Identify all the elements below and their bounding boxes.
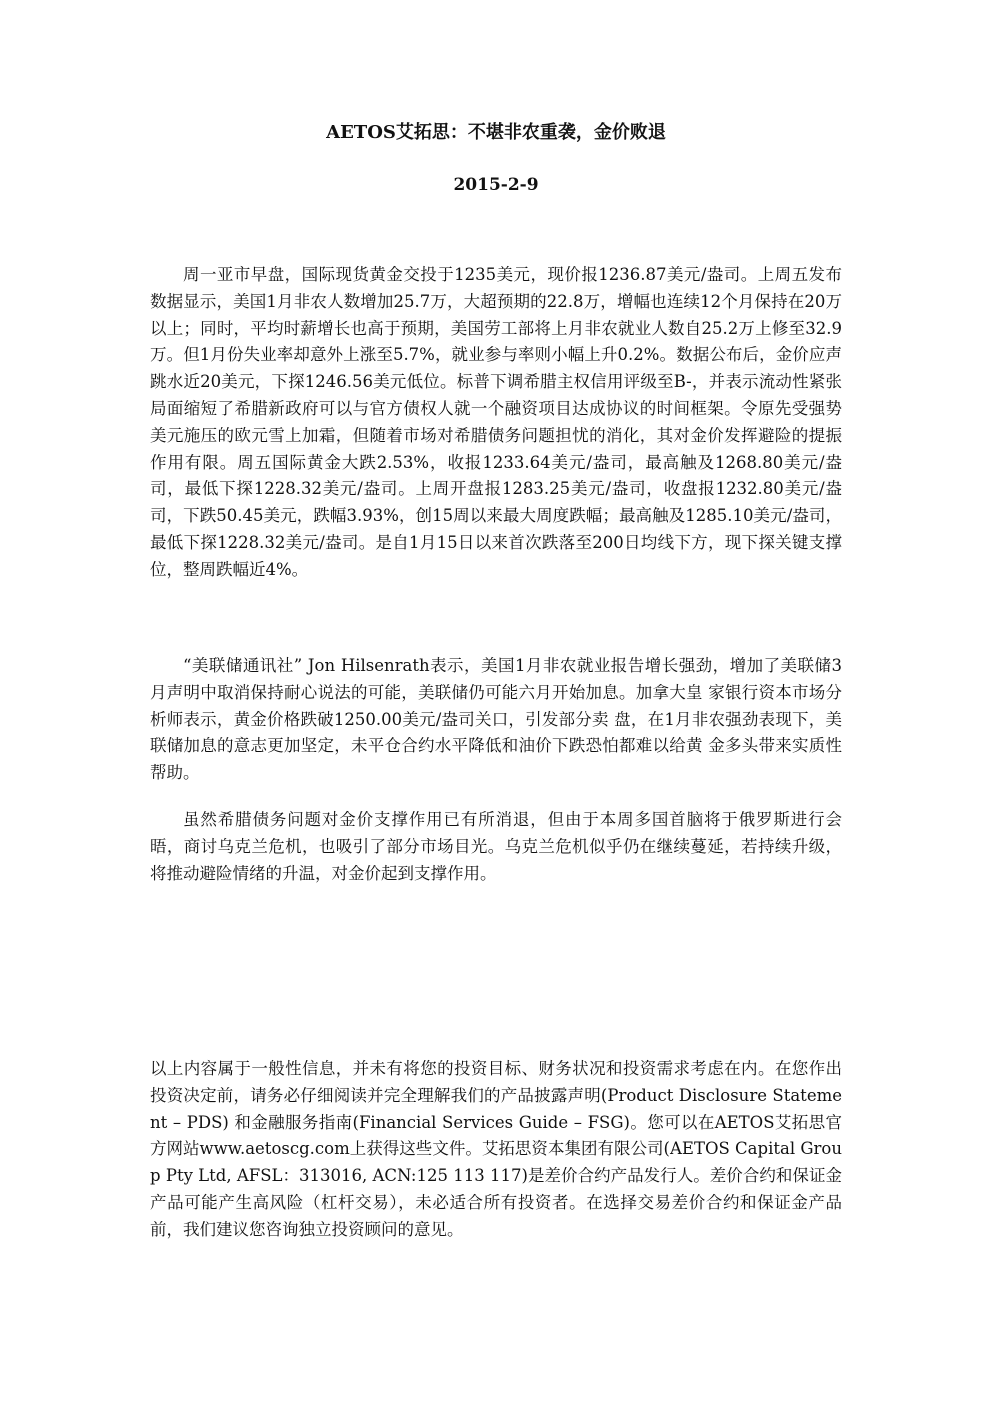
paragraph-market-summary: 周一亚市早盘，国际现货黄金交投于1235美元，现价报1236.87美元/盎司。上周五发布数据显示，美国1月非农人数增加25.7万，大超预期的22.8万，增幅也连续12个月保持在20万以上；同时，平均时薪增长也高于预期，美国劳工部将上月非农就业人数自25.2万上修至32.9万。但1月份失业率却意外上涨至5.7%，就业参与率则小幅上升0.2%。数据公布后，金价应声跳水近20美元，下探1246.56美元低位。标普下调希腊主权信用评级至B-，并表示流动性紧张局面缩短了希腊新政府可以与官方债权人就一个融资项目达成协议的时间框架。令原先受强势美元施压的欧元雪上加霜，但随着市场对希腊债务问题担忧的消化，其对金价发挥避险的提振作用有限。周五国际黄金大跌2.53%，收报1233.64美元/盎司，最高触及1268.80美元/盎司，最低下探1228.32美元/盎司。上周开盘报1283.25美元/盎司，收盘报1232.80美元/盎司，下跌50.45美元，跌幅3.93%，创15周以来最大周度跌幅；最高触及1285.10美元/盎司，最低下探1228.32美元/盎司。是自1月15日以来首次跌落至200日均线下方，现下探关键支撑位，整周跌幅近4%。 [150, 265, 842, 579]
paragraph-geopolitics: 虽然希腊债务问题对金价支撑作用已有所消退，但由于本周多国首脑将于俄罗斯进行会晤，商讨乌克兰危机，也吸引了部分市场目光。乌克兰危机似乎仍在继续蔓延，若持续升级，将推动避险情绪的升温，对金价起到支撑作用。 [150, 810, 842, 883]
document-date: 2015-2-9 [453, 175, 539, 195]
disclaimer-text: 以上内容属于一般性信息，并未有将您的投资目标、财务状况和投资需求考虑在内。在您作出投资决定前，请务必仔细阅读并完全理解我们的产品披露声明(Product Disclosure Statement – PDS) 和金融服务指南(Financial Services Guide – FSG)。您可以在AETOS艾拓思官方网站www.aetoscg.com上获得这些文件。艾拓思资本集团有限公司(AETOS Capital Group Pty Ltd, AFSL：313016, ACN:125 113 117)是差价合约产品发行人。差价合约和保证金产品可能产生高风险（杠杆交易），未必适合所有投资者。在选择交易差价合约和保证金产品前，我们建议您咨询独立投资顾问的意见。 [150, 1059, 842, 1239]
document-title: AETOS艾拓思：不堪非农重袭，金价败退 [326, 122, 666, 143]
paragraph-fed-outlook: “美联储通讯社” Jon Hilsenrath表示，美国1月非农就业报告增长强劲，增加了美联储3月声明中取消保持耐心说法的可能，美联储仍可能六月开始加息。加拿大皇 家银行资本市场分析师表示，黄金价格跌破1250.00美元/盎司关口，引发部分卖 盘，在1月非农强劲表现下，美联储加息的意志更加坚定，未平仓合约水平降低和油价下跌恐怕都难以给黄 金多头带来实质性帮助。 [150, 656, 842, 783]
